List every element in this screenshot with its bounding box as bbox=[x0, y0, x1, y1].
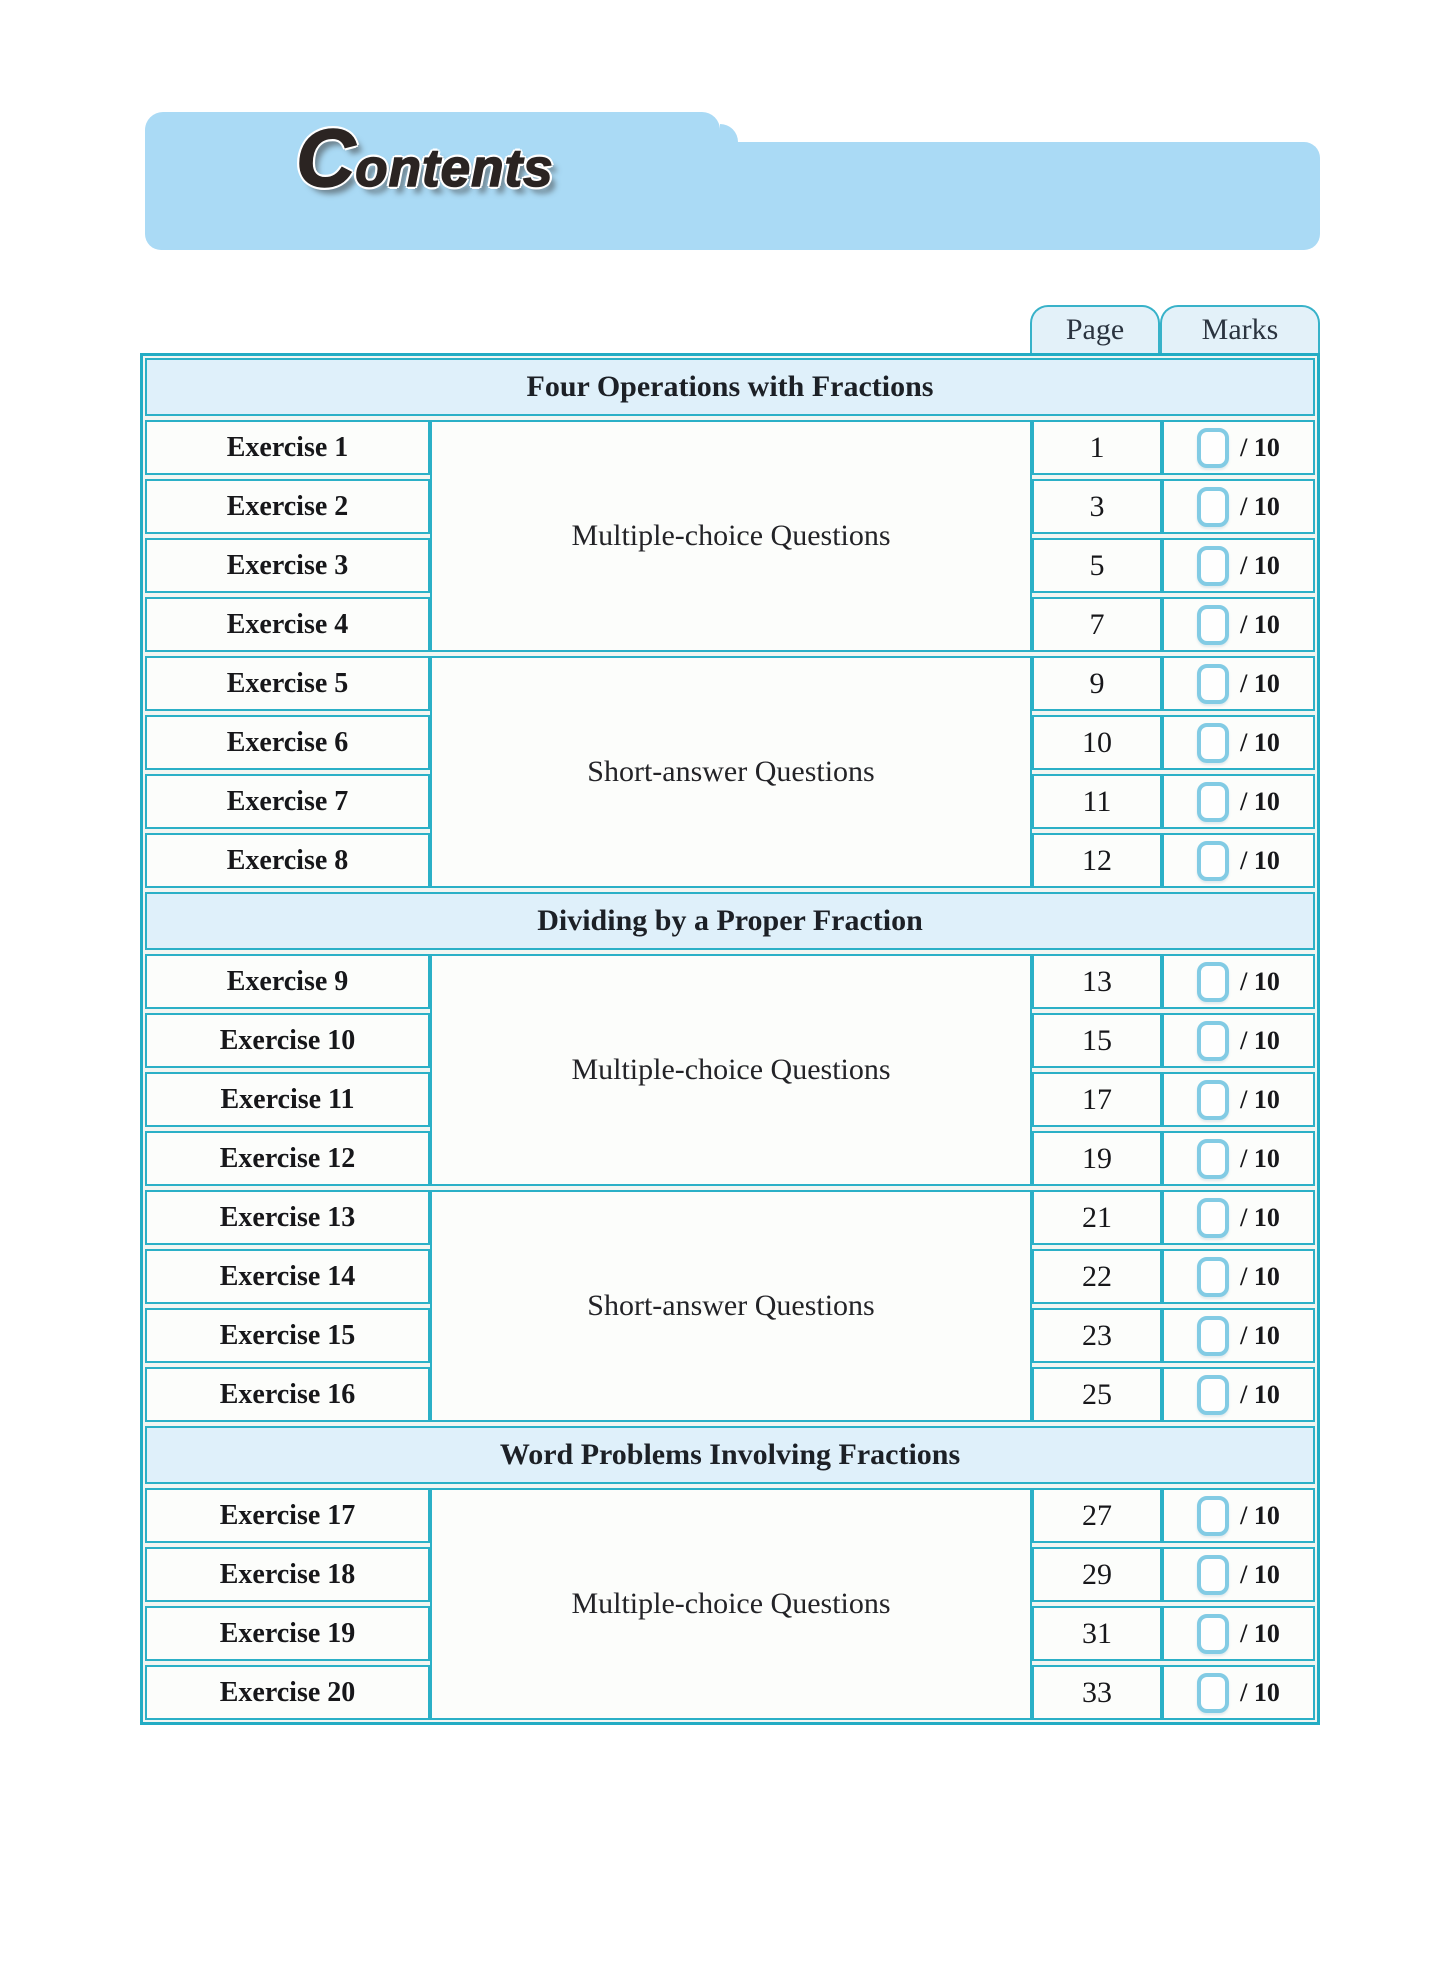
page-cell: 12 bbox=[1032, 833, 1162, 888]
contents-table bbox=[140, 353, 1320, 1725]
exercise-cell: Exercise 5 bbox=[145, 656, 430, 711]
score-box[interactable] bbox=[1197, 782, 1229, 822]
marks-cell bbox=[1162, 656, 1315, 711]
exercise-cell: Exercise 9 bbox=[145, 954, 430, 1009]
marks-cell bbox=[1162, 1131, 1315, 1186]
page-cell: 33 bbox=[1032, 1665, 1162, 1720]
score-box[interactable] bbox=[1197, 428, 1229, 468]
marks-denominator: / 10 bbox=[1240, 1618, 1280, 1648]
page-title bbox=[296, 113, 554, 218]
marks-denominator: / 10 bbox=[1240, 1500, 1280, 1530]
column-tab-marks-label: Marks bbox=[1201, 313, 1279, 346]
marks-cell bbox=[1162, 1606, 1315, 1661]
exercise-cell: Exercise 15 bbox=[145, 1308, 430, 1363]
section-header: Word Problems Involving Fractions bbox=[145, 1426, 1315, 1484]
marks-cell bbox=[1162, 1367, 1315, 1422]
marks-cell bbox=[1162, 1665, 1315, 1720]
marks-denominator: / 10 bbox=[1240, 1677, 1280, 1707]
score-box[interactable] bbox=[1197, 1555, 1229, 1595]
marks-cell bbox=[1162, 1013, 1315, 1068]
exercise-cell: Exercise 4 bbox=[145, 597, 430, 652]
score-box[interactable] bbox=[1197, 1316, 1229, 1356]
marks-denominator: / 10 bbox=[1240, 1143, 1280, 1173]
page-cell: 10 bbox=[1032, 715, 1162, 770]
marks-denominator: / 10 bbox=[1240, 1025, 1280, 1055]
description-cell: Short-answer Questions bbox=[430, 1190, 1032, 1422]
exercise-cell: Exercise 2 bbox=[145, 479, 430, 534]
page-cell: 9 bbox=[1032, 656, 1162, 711]
marks-denominator: / 10 bbox=[1240, 1202, 1280, 1232]
score-box[interactable] bbox=[1197, 1021, 1229, 1061]
exercise-cell: Exercise 13 bbox=[145, 1190, 430, 1245]
exercise-cell: Exercise 6 bbox=[145, 715, 430, 770]
marks-cell bbox=[1162, 1308, 1315, 1363]
marks-denominator: / 10 bbox=[1240, 727, 1280, 757]
score-box[interactable] bbox=[1197, 605, 1229, 645]
marks-denominator: / 10 bbox=[1240, 550, 1280, 580]
marks-cell bbox=[1162, 1190, 1315, 1245]
column-tab-marks bbox=[1160, 305, 1320, 353]
exercise-cell: Exercise 14 bbox=[145, 1249, 430, 1304]
page-cell: 7 bbox=[1032, 597, 1162, 652]
score-box[interactable] bbox=[1197, 1614, 1229, 1654]
page-cell: 19 bbox=[1032, 1131, 1162, 1186]
section-header: Four Operations with Fractions bbox=[145, 358, 1315, 416]
exercise-cell: Exercise 12 bbox=[145, 1131, 430, 1186]
score-box[interactable] bbox=[1197, 962, 1229, 1002]
marks-denominator: / 10 bbox=[1240, 1559, 1280, 1589]
exercise-cell: Exercise 11 bbox=[145, 1072, 430, 1127]
page-cell: 11 bbox=[1032, 774, 1162, 829]
marks-cell bbox=[1162, 1249, 1315, 1304]
section-header: Dividing by a Proper Fraction bbox=[145, 892, 1315, 950]
score-box[interactable] bbox=[1197, 1080, 1229, 1120]
marks-denominator: / 10 bbox=[1240, 786, 1280, 816]
exercise-cell: Exercise 20 bbox=[145, 1665, 430, 1720]
exercise-cell: Exercise 3 bbox=[145, 538, 430, 593]
description-cell: Multiple-choice Questions bbox=[430, 420, 1032, 652]
page-cell: 21 bbox=[1032, 1190, 1162, 1245]
marks-denominator: / 10 bbox=[1240, 1084, 1280, 1114]
page-cell: 25 bbox=[1032, 1367, 1162, 1422]
marks-cell bbox=[1162, 715, 1315, 770]
marks-denominator: / 10 bbox=[1240, 609, 1280, 639]
exercise-cell: Exercise 7 bbox=[145, 774, 430, 829]
marks-cell bbox=[1162, 774, 1315, 829]
page-cell: 17 bbox=[1032, 1072, 1162, 1127]
exercise-cell: Exercise 8 bbox=[145, 833, 430, 888]
page-cell: 22 bbox=[1032, 1249, 1162, 1304]
page-cell: 3 bbox=[1032, 479, 1162, 534]
exercise-cell: Exercise 16 bbox=[145, 1367, 430, 1422]
contents-grid bbox=[145, 358, 1315, 1720]
marks-cell bbox=[1162, 1547, 1315, 1602]
marks-denominator: / 10 bbox=[1240, 1379, 1280, 1409]
page-title-rest: ontents bbox=[355, 139, 554, 198]
marks-denominator: / 10 bbox=[1240, 1261, 1280, 1291]
score-box[interactable] bbox=[1197, 1375, 1229, 1415]
marks-cell bbox=[1162, 1488, 1315, 1543]
page-cell: 27 bbox=[1032, 1488, 1162, 1543]
page-cell: 29 bbox=[1032, 1547, 1162, 1602]
page-cell: 5 bbox=[1032, 538, 1162, 593]
page-cell: 13 bbox=[1032, 954, 1162, 1009]
marks-denominator: / 10 bbox=[1240, 1320, 1280, 1350]
marks-cell bbox=[1162, 420, 1315, 475]
page-cell: 15 bbox=[1032, 1013, 1162, 1068]
score-box[interactable] bbox=[1197, 1198, 1229, 1238]
description-cell: Multiple-choice Questions bbox=[430, 1488, 1032, 1720]
exercise-cell: Exercise 18 bbox=[145, 1547, 430, 1602]
marks-cell bbox=[1162, 954, 1315, 1009]
header-banner-fillet bbox=[720, 124, 738, 142]
page-cell: 23 bbox=[1032, 1308, 1162, 1363]
marks-cell bbox=[1162, 538, 1315, 593]
description-cell: Multiple-choice Questions bbox=[430, 954, 1032, 1186]
score-box[interactable] bbox=[1197, 664, 1229, 704]
exercise-cell: Exercise 10 bbox=[145, 1013, 430, 1068]
marks-denominator: / 10 bbox=[1240, 432, 1280, 462]
score-box[interactable] bbox=[1197, 546, 1229, 586]
marks-cell bbox=[1162, 1072, 1315, 1127]
marks-denominator: / 10 bbox=[1240, 845, 1280, 875]
marks-denominator: / 10 bbox=[1240, 491, 1280, 521]
column-tab-page-label: Page bbox=[1065, 313, 1125, 346]
marks-cell bbox=[1162, 833, 1315, 888]
description-cell: Short-answer Questions bbox=[430, 656, 1032, 888]
marks-cell bbox=[1162, 597, 1315, 652]
score-box[interactable] bbox=[1197, 1139, 1229, 1179]
score-box[interactable] bbox=[1197, 1673, 1229, 1713]
column-tab-page bbox=[1030, 305, 1160, 353]
page-cell: 1 bbox=[1032, 420, 1162, 475]
exercise-cell: Exercise 17 bbox=[145, 1488, 430, 1543]
score-box[interactable] bbox=[1197, 487, 1229, 527]
score-box[interactable] bbox=[1197, 1257, 1229, 1297]
exercise-cell: Exercise 1 bbox=[145, 420, 430, 475]
score-box[interactable] bbox=[1197, 841, 1229, 881]
marks-denominator: / 10 bbox=[1240, 966, 1280, 996]
score-box[interactable] bbox=[1197, 723, 1229, 763]
marks-denominator: / 10 bbox=[1240, 668, 1280, 698]
exercise-cell: Exercise 19 bbox=[145, 1606, 430, 1661]
marks-cell bbox=[1162, 479, 1315, 534]
score-box[interactable] bbox=[1197, 1496, 1229, 1536]
page-cell: 31 bbox=[1032, 1606, 1162, 1661]
page-title-initial: C bbox=[296, 113, 356, 204]
